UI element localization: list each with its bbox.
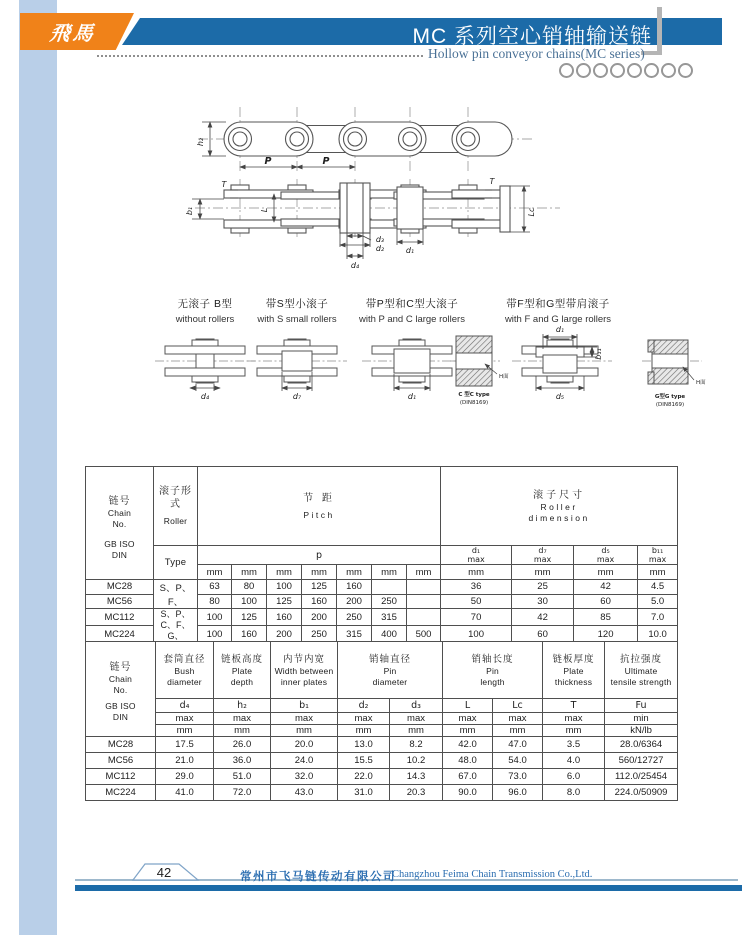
t2-bush-header [156, 642, 214, 699]
pitch-cell: 100 [232, 594, 267, 609]
t1-pitch-en: Pitch [303, 509, 335, 520]
unit-cell: mm [232, 565, 267, 580]
t2-thickness-header [543, 642, 605, 699]
dim-cell: 70 [441, 609, 512, 626]
dim-cell: 7.0 [638, 609, 678, 626]
t2-width-header [271, 642, 338, 699]
t1-pitch-header [198, 467, 441, 546]
group-en1: Width between [274, 665, 334, 676]
limit: max [596, 555, 615, 564]
pitch-cell: 125 [267, 594, 302, 609]
unit-cell: mm [574, 565, 638, 580]
t2-chain-en2: No. [113, 684, 128, 695]
t1-chain-std1: GB ISO [104, 538, 135, 549]
g-type-section [648, 340, 706, 408]
value-cell: 8.2 [390, 737, 443, 753]
symbol-cell: d₃ [390, 699, 443, 713]
c-type-note: H面 [499, 374, 509, 380]
t1-d5-symbol [574, 546, 638, 565]
t1-p-symbol: p [198, 546, 441, 565]
dim-label-b1: b₁ [185, 206, 194, 216]
t1-chain-cn: 链号 [108, 495, 131, 507]
value-cell: 72.0 [214, 785, 271, 801]
value-cell: 13.0 [338, 737, 390, 753]
pitch-cell [372, 580, 407, 595]
t2-chain-en1: Chain [108, 673, 133, 684]
ring-icons [559, 63, 693, 78]
dim-label-t: T [489, 177, 495, 186]
value-cell: 4.0 [543, 753, 605, 769]
group-cn: 内节内宽 [282, 653, 325, 665]
roller-type-2-en: with S small rollers [257, 314, 337, 325]
roller-type-1-cn: 无滚子 B型 [177, 298, 233, 310]
t1-d1-symbol [441, 546, 512, 565]
t1-dim-cn: 滚子尺寸 [533, 489, 586, 501]
dim-label-d1: d₁ [407, 392, 417, 401]
value-cell: 28.0/6364 [605, 737, 678, 753]
unit-cell: mm [337, 565, 372, 580]
group-en2: diameter [167, 676, 202, 687]
value-cell: 29.0 [156, 769, 214, 785]
table-row [86, 580, 678, 595]
unit-cell: mm [214, 725, 271, 737]
footer-accent-bar [75, 885, 742, 891]
dim-label-b11: b₁₁ [594, 348, 603, 360]
bracket-icon [657, 7, 662, 55]
value-cell: 22.0 [338, 769, 390, 785]
dim-cell: 4.5 [638, 580, 678, 595]
limit-cell: max [443, 713, 493, 725]
roller-type-2-caption [242, 296, 352, 325]
dim-label-h2: h₂ [196, 137, 205, 147]
value-cell: 96.0 [493, 785, 543, 801]
roller-type-2-cn: 带S型小滚子 [265, 298, 329, 310]
pitch-cell: 80 [232, 580, 267, 595]
table-row [86, 609, 678, 626]
pitch-cell: 80 [198, 594, 232, 609]
dim-label-d5: d₅ [555, 392, 565, 401]
dim-label-t: T [221, 180, 227, 189]
dim-cell: 25 [512, 580, 574, 595]
value-cell: 6.0 [543, 769, 605, 785]
limit: max [648, 555, 667, 564]
unit-cell: mm [271, 725, 338, 737]
unit-cell: mm [338, 725, 390, 737]
unit-cell: mm [198, 565, 232, 580]
value-cell: 31.0 [338, 785, 390, 801]
symbol: d₁ [471, 546, 481, 555]
pitch-cell: 100 [198, 626, 232, 643]
roller-type-diagrams [140, 322, 740, 434]
c-type-caption: C 型C type [458, 392, 490, 398]
t2-chain-std2: DIN [112, 711, 129, 722]
limit-cell: max [390, 713, 443, 725]
ring-icon [559, 63, 574, 78]
ring-icon [610, 63, 625, 78]
pitch-cell: 125 [302, 580, 337, 595]
pitch-cell: 63 [198, 580, 232, 595]
roller-type-3-en: with P and C large rollers [359, 314, 465, 325]
g-type-caption: G型G type [654, 394, 686, 400]
value-cell: 224.0/50909 [605, 785, 678, 801]
group-en2: depth [230, 676, 254, 687]
dim-cell: 100 [441, 626, 512, 643]
dim-label-d1: d₁ [405, 246, 415, 255]
value-cell: 3.5 [543, 737, 605, 753]
left-accent-bar [19, 0, 57, 935]
group-cn: 链板厚度 [552, 653, 595, 665]
t1-chain-std2: DIN [111, 549, 128, 560]
pitch-cell: 400 [372, 626, 407, 643]
unit-cell: mm [441, 565, 512, 580]
table-row [86, 769, 678, 785]
limit-cell: min [605, 713, 678, 725]
pitch-cell: 125 [232, 609, 267, 626]
limit: max [533, 555, 552, 564]
symbol: d₅ [601, 546, 610, 555]
chain-no: MC224 [86, 785, 156, 801]
type-group: S、P、F、 [154, 580, 198, 609]
t1-dim-en1: Roller [540, 501, 578, 512]
symbol: d₇ [538, 546, 547, 555]
value-cell: 10.2 [390, 753, 443, 769]
dim-cell: 30 [512, 594, 574, 609]
value-cell: 560/12727 [605, 753, 678, 769]
dim-label-p: P [264, 156, 272, 167]
value-cell: 14.3 [390, 769, 443, 785]
pitch-cell: 160 [337, 580, 372, 595]
t2-platedepth-header [214, 642, 271, 699]
dotted-leader [97, 55, 423, 57]
t1-dim-en2: dimension [528, 512, 590, 523]
roller-type-4-en: with F and G large rollers [504, 314, 612, 325]
value-cell: 67.0 [443, 769, 493, 785]
pitch-cell: 160 [302, 594, 337, 609]
unit-cell: mm [638, 565, 678, 580]
table-row [86, 737, 678, 753]
type-group-line: S、P、 [160, 609, 191, 619]
type-group [154, 609, 198, 643]
dim-label-d1-top: d₁ [555, 325, 565, 334]
chain-top-view [224, 122, 512, 156]
limit-cell: max [493, 713, 543, 725]
pitch-cell: 100 [198, 609, 232, 626]
symbol-cell: d₂ [338, 699, 390, 713]
value-cell: 112.0/25454 [605, 769, 678, 785]
pitch-roller-table [85, 466, 678, 643]
value-cell: 20.3 [390, 785, 443, 801]
dim-cell: 10.0 [638, 626, 678, 643]
value-cell: 21.0 [156, 753, 214, 769]
g-type-note: H面 [696, 380, 706, 386]
roller-type-4-caption [488, 296, 628, 325]
dim-cell: 5.0 [638, 594, 678, 609]
value-cell: 26.0 [214, 737, 271, 753]
pitch-cell [407, 609, 441, 626]
pitch-cell: 250 [302, 626, 337, 643]
pitch-cell: 315 [337, 626, 372, 643]
chain-no: MC56 [86, 594, 154, 609]
symbol: b₁₁ [651, 546, 664, 555]
dim-label-d2: d₂ [375, 244, 385, 253]
group-en1: Plate [231, 665, 253, 676]
dim-cell: 60 [574, 594, 638, 609]
ring-icon [678, 63, 693, 78]
value-cell: 47.0 [493, 737, 543, 753]
pitch-cell: 160 [267, 609, 302, 626]
dim-cell: 42 [512, 609, 574, 626]
t1-roller-header [154, 467, 198, 546]
t2-tensile-header [605, 642, 678, 699]
value-cell: 36.0 [214, 753, 271, 769]
value-cell: 20.0 [271, 737, 338, 753]
value-cell: 24.0 [271, 753, 338, 769]
group-en1: Pin [486, 665, 499, 676]
t1-chain-en2: No. [112, 518, 127, 529]
roller-type-1-en: without rollers [175, 314, 235, 325]
t1-d7-symbol [512, 546, 574, 565]
unit-cell: mm [543, 725, 605, 737]
value-cell: 15.5 [338, 753, 390, 769]
limit-cell: max [271, 713, 338, 725]
dim-label-d4: d₄ [200, 392, 210, 401]
unit-cell: mm [512, 565, 574, 580]
dim-cell: 42 [574, 580, 638, 595]
dim-cell: 85 [574, 609, 638, 626]
dim-cell: 120 [574, 626, 638, 643]
group-en2: inner plates [280, 676, 328, 687]
group-en1: Pin [383, 665, 397, 676]
page-subtitle: Hollow pin conveyor chains(MC series) [428, 46, 645, 61]
value-cell: 73.0 [493, 769, 543, 785]
c-type-caption-sub: (DIN8169) [459, 400, 489, 406]
page-number: 42 [156, 865, 172, 880]
unit-cell: mm [156, 725, 214, 737]
group-en2: tensile strength [610, 676, 672, 687]
unit-cell: mm [493, 725, 543, 737]
group-en2: diameter [372, 676, 408, 687]
value-cell: 17.5 [156, 737, 214, 753]
chain-no: MC28 [86, 580, 154, 595]
pitch-cell: 160 [232, 626, 267, 643]
dim-label-l: L [260, 207, 269, 213]
dim-label-p: P [322, 156, 330, 167]
dim-cell: 50 [441, 594, 512, 609]
t2-chain-cn: 链号 [109, 661, 132, 673]
limit-cell: max [338, 713, 390, 725]
unit-cell: mm [443, 725, 493, 737]
group-en1: Plate [563, 665, 584, 676]
value-cell: 54.0 [493, 753, 543, 769]
unit-cell: mm [407, 565, 441, 580]
page-title: MC 系列空心销轴输送链 [412, 25, 652, 48]
component-dimension-table [85, 641, 678, 801]
symbol-cell: h₂ [214, 699, 271, 713]
symbol-cell: b₁ [271, 699, 338, 713]
pitch-cell: 100 [267, 580, 302, 595]
limit: max [467, 555, 485, 564]
company-name-cn: 常州市飞马链传动有限公司 [240, 871, 396, 883]
value-cell: 48.0 [443, 753, 493, 769]
c-type-section [456, 336, 509, 406]
unit-cell: mm [372, 565, 407, 580]
pitch-cell: 500 [407, 626, 441, 643]
t1-roller-cn: 滚子形式 [159, 486, 192, 510]
unit-cell: mm [390, 725, 443, 737]
chain-no: MC28 [86, 737, 156, 753]
ring-icon [576, 63, 591, 78]
t2-chain-header [86, 642, 156, 737]
table-row [86, 785, 678, 801]
group-cn: 销轴长度 [471, 653, 514, 665]
dim-cell: 60 [512, 626, 574, 643]
t2-pinlen-header [443, 642, 543, 699]
value-cell: 43.0 [271, 785, 338, 801]
symbol-cell: Lc [493, 699, 543, 713]
roller-type-3-caption [342, 296, 482, 325]
dim-label-d4: d₄ [350, 261, 360, 270]
pitch-cell: 200 [302, 609, 337, 626]
group-en2: thickness [554, 676, 593, 687]
value-cell: 51.0 [214, 769, 271, 785]
chain-no: MC112 [86, 609, 154, 626]
type-group-line: C、F、G、 [160, 620, 191, 641]
ring-icon [661, 63, 676, 78]
pitch-cell: 200 [337, 594, 372, 609]
group-en1: Ultimate [624, 665, 658, 676]
unit-cell: kN/lb [605, 725, 678, 737]
t1-chain-header [86, 467, 154, 580]
t1-pitch-cn: 节 距 [303, 492, 335, 504]
chain-no: MC112 [86, 769, 156, 785]
ring-icon [644, 63, 659, 78]
group-cn: 套筒直径 [163, 653, 206, 665]
ring-icon [627, 63, 642, 78]
symbol-cell: Fu [605, 699, 678, 713]
pitch-cell: 250 [372, 594, 407, 609]
value-cell: 32.0 [271, 769, 338, 785]
value-cell: 42.0 [443, 737, 493, 753]
symbol-cell: d₄ [156, 699, 214, 713]
dim-label-d3: d₃ [375, 235, 385, 244]
value-cell: 8.0 [543, 785, 605, 801]
t1-b11-symbol [638, 546, 678, 565]
roller-type-4-cn: 带F型和G型带肩滚子 [506, 298, 610, 310]
dim-cell: 36 [441, 580, 512, 595]
g-type-caption-sub: (DIN8169) [655, 402, 685, 408]
pitch-cell [407, 594, 441, 609]
symbol-cell: T [543, 699, 605, 713]
t1-type-header: Type [154, 546, 198, 580]
t2-pindia-header [338, 642, 443, 699]
limit-cell: max [543, 713, 605, 725]
limit-cell: max [214, 713, 271, 725]
dim-label-lc: Lc [527, 207, 536, 217]
t1-chain-en1: Chain [107, 507, 132, 518]
group-en1: Bush [174, 665, 195, 676]
symbol-cell: L [443, 699, 493, 713]
chain-no: MC56 [86, 753, 156, 769]
pitch-cell: 200 [267, 626, 302, 643]
t1-roller-en: Roller [163, 516, 188, 526]
dim-label-d7: d₇ [292, 392, 302, 401]
group-cn: 抗拉强度 [620, 653, 663, 665]
group-cn: 链板高度 [220, 653, 263, 665]
table-row [86, 753, 678, 769]
company-name-en: Changzhou Feima Chain Transmission Co.,Ltd. [392, 869, 593, 880]
t2-chain-std1: GB ISO [105, 700, 136, 711]
pitch-cell: 250 [337, 609, 372, 626]
t1-dim-header [441, 467, 678, 546]
value-cell: 41.0 [156, 785, 214, 801]
group-en2: length [480, 676, 505, 687]
chain-technical-drawing [140, 95, 620, 280]
company-logo: 飛馬 [48, 23, 97, 45]
unit-cell: mm [267, 565, 302, 580]
pitch-cell [407, 580, 441, 595]
pitch-cell: 315 [372, 609, 407, 626]
value-cell: 90.0 [443, 785, 493, 801]
group-cn: 销轴直径 [369, 653, 412, 665]
ring-icon [593, 63, 608, 78]
roller-type-3-cn: 带P型和C型大滚子 [365, 298, 459, 310]
chain-no: MC224 [86, 626, 154, 643]
unit-cell: mm [302, 565, 337, 580]
limit-cell: max [156, 713, 214, 725]
